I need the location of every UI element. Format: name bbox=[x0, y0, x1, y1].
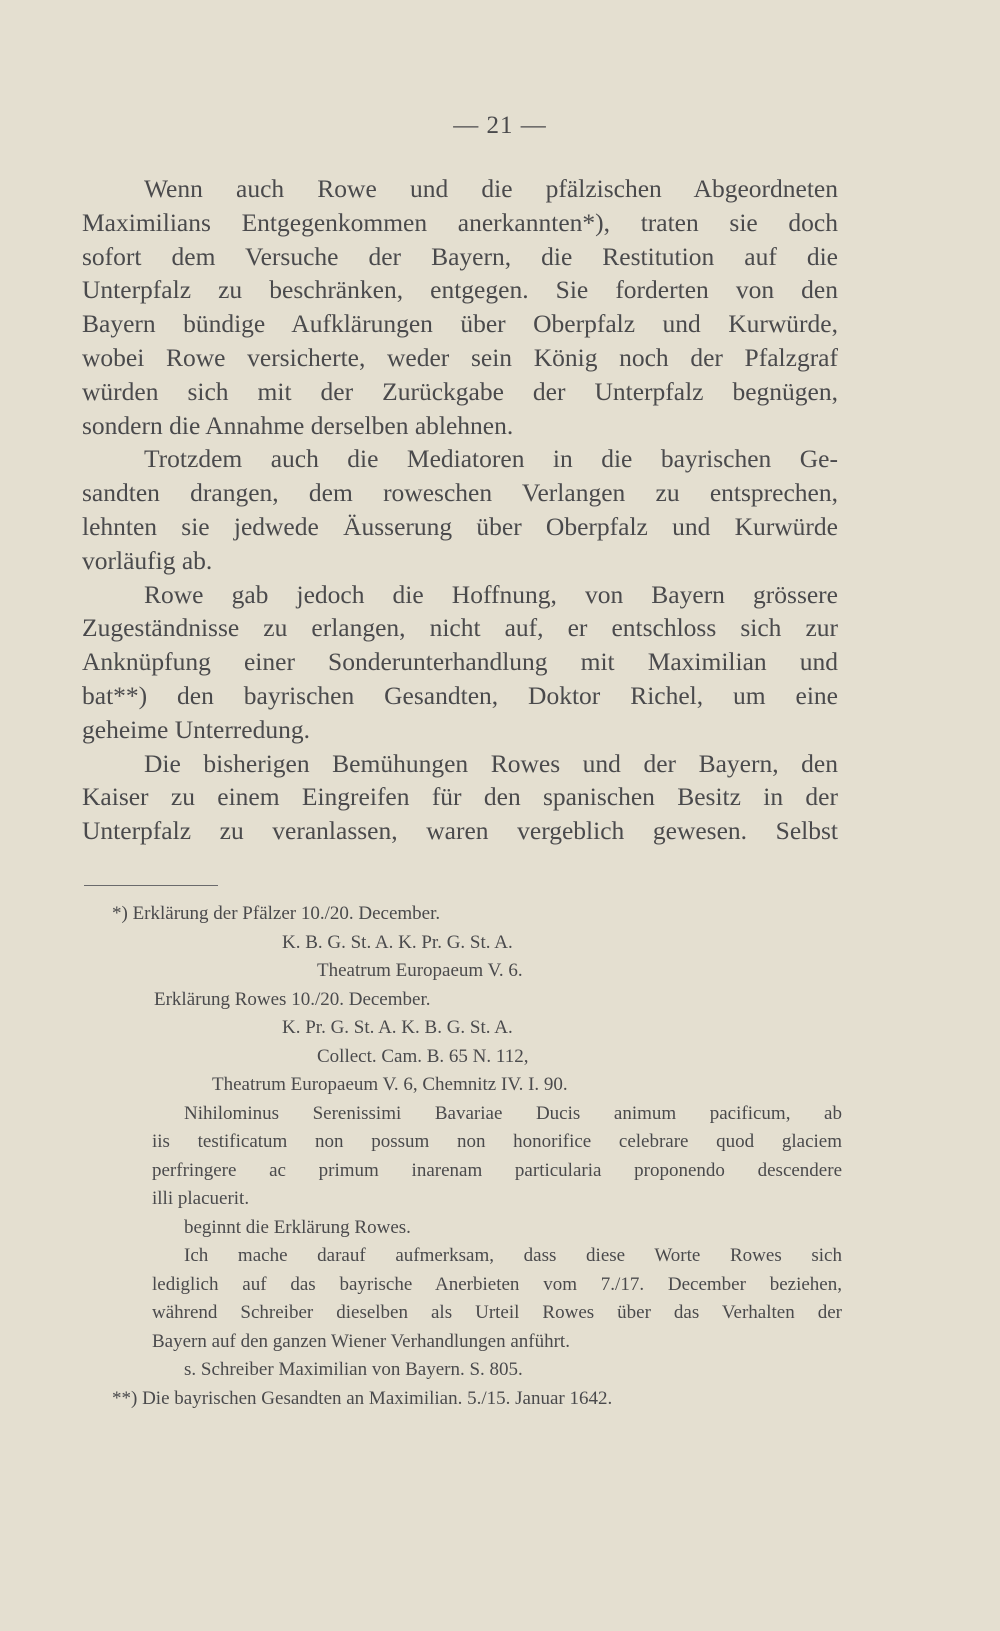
text-line: lehnten sie jedwede Äusserung über Oberpfalz und Kurwürde bbox=[82, 511, 838, 541]
footnote-line: **) Die bayrischen Gesandten an Maximilian. 5./15. Januar 1642. bbox=[112, 1387, 613, 1409]
paragraph-1 bbox=[82, 172, 838, 442]
text-line: Wenn auch Rowe und die pfälzischen Abgeordneten bbox=[144, 174, 838, 203]
footnote-line: lediglich auf das bayrische Anerbieten vom 7./17. December beziehen, bbox=[152, 1273, 842, 1295]
text-line: sofort dem Versuche der Bayern, die Restitution auf die bbox=[82, 241, 838, 271]
footnote-line: *) Erklärung der Pfälzer 10./20. December. bbox=[112, 903, 441, 924]
footnote-line: Ich mache darauf aufmerksam, dass diese Worte Rowes sich bbox=[184, 1245, 842, 1266]
footnote-line: s. Schreiber Maximilian von Bayern. S. 805. bbox=[184, 1359, 523, 1380]
text-line: Maximilians Entgegenkommen anerkannten*), traten sie doch bbox=[82, 207, 838, 237]
paragraph-3 bbox=[82, 578, 838, 747]
text-line: Unterpfalz zu veranlassen, waren vergeblich gewesen. Selbst bbox=[82, 816, 838, 846]
text-line: Bayern bündige Aufklärungen über Oberpfalz und Kurwürde, bbox=[82, 309, 838, 339]
text-line: Die bisherigen Bemühungen Rowes und der Bayern, den bbox=[144, 748, 838, 778]
footnote-line: iis testificatum non possum non honorifice celebrare quod glaciem bbox=[152, 1131, 842, 1152]
text-line: vorläufig ab. bbox=[82, 545, 213, 575]
footnote-line: Theatrum Europaeum V. 6. bbox=[317, 960, 523, 981]
text-line: Trotzdem auch die Mediatoren in die bayrischen Ge- bbox=[144, 444, 838, 474]
footnote-line: Theatrum Europaeum V. 6, Chemnitz IV. I. 90. bbox=[212, 1074, 568, 1095]
footnote-line: beginnt die Erklärung Rowes. bbox=[184, 1216, 411, 1238]
text-line: Zugeständnisse zu erlangen, nicht auf, er entschloss sich zur bbox=[82, 613, 838, 643]
text-line: geheime Unterredung. bbox=[82, 714, 310, 744]
text-line: sandten drangen, dem roweschen Verlangen zu entsprechen, bbox=[82, 478, 838, 508]
page-number: — 21 — bbox=[453, 112, 547, 139]
text-line: Rowe gab jedoch die Hoffnung, von Bayern grössere bbox=[144, 579, 838, 609]
footnote-line: Erklärung Rowes 10./20. December. bbox=[154, 988, 431, 1010]
footnotes bbox=[82, 900, 842, 1413]
text-line: Anknüpfung einer Sonderunterhandlung mit Maximilian und bbox=[82, 647, 838, 677]
footnote-line: während Schreiber dieselben als Urteil Rowes über das Verhalten der bbox=[152, 1302, 842, 1323]
footnote-separator bbox=[84, 885, 218, 886]
footnote-line: perfringere ac primum inarenam particularia proponendo descendere bbox=[152, 1159, 842, 1181]
paragraph-4 bbox=[82, 747, 838, 848]
footnote-line: Bayern auf den ganzen Wiener Verhandlungen anführt. bbox=[152, 1330, 570, 1352]
text-line: Unterpfalz zu beschränken, entgegen. Sie forderten von den bbox=[82, 275, 838, 305]
text-line: Kaiser zu einem Eingreifen für den spanischen Besitz in der bbox=[82, 782, 838, 812]
footnote-line: illi placuerit. bbox=[152, 1188, 250, 1209]
body-text bbox=[82, 172, 838, 848]
text-line: sondern die Annahme derselben ablehnen. bbox=[82, 410, 514, 440]
text-line: würden sich mit der Zurückgabe der Unterpfalz begnügen, bbox=[82, 376, 838, 406]
text-line: wobei Rowe versicherte, weder sein König noch der Pfalzgraf bbox=[82, 342, 838, 372]
paragraph-2 bbox=[82, 442, 838, 577]
text-line: bat**) den bayrischen Gesandten, Doktor Richel, um eine bbox=[82, 680, 838, 710]
footnote-line: K. Pr. G. St. A. K. B. G. St. A. bbox=[282, 1017, 513, 1038]
footnote-line: K. B. G. St. A. K. Pr. G. St. A. bbox=[282, 931, 513, 953]
footnote-line: Collect. Cam. B. 65 N. 112, bbox=[317, 1045, 529, 1067]
footnote-line: Nihilominus Serenissimi Bavariae Ducis animum pacificum, ab bbox=[184, 1102, 842, 1124]
